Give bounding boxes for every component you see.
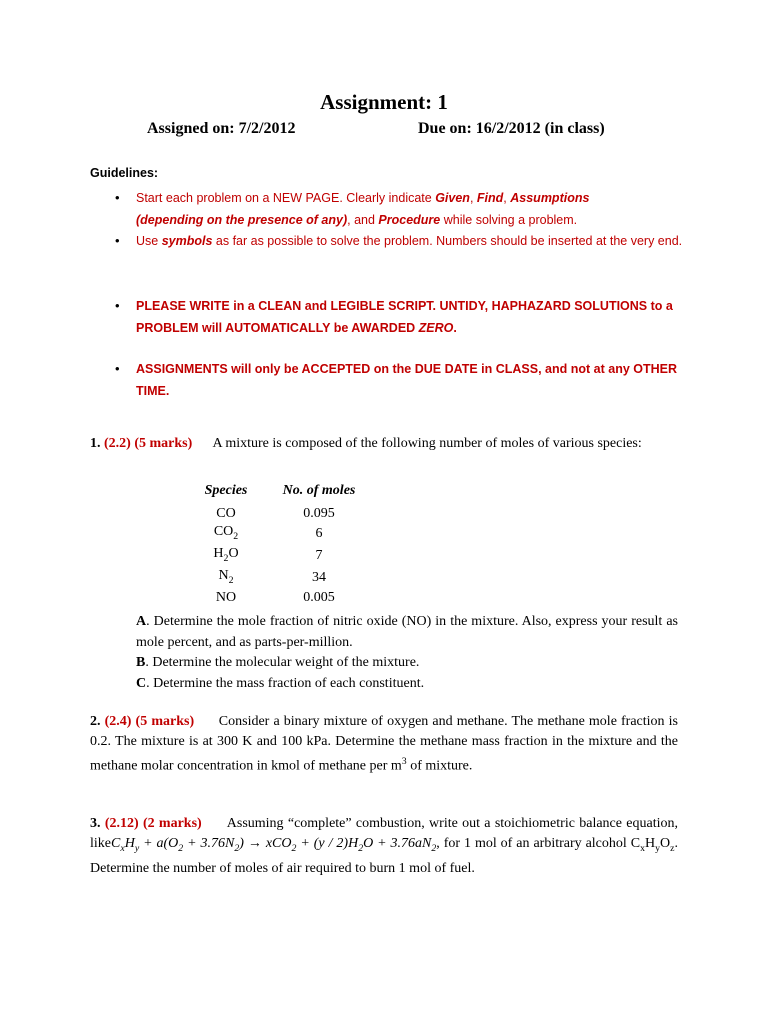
assigned-date: Assigned on: 7/2/2012 xyxy=(147,120,296,137)
question-text: Assuming “complete” combustion, write out a stoichiometric balance equation, like xyxy=(90,816,678,851)
separator: , xyxy=(469,191,477,205)
species-name-tail: O xyxy=(228,545,239,561)
bullet-icon: • xyxy=(115,233,120,248)
guideline-text xyxy=(136,187,706,231)
bullet-icon: • xyxy=(115,298,120,313)
column-header-species: Species xyxy=(204,483,248,498)
question-number: 1. xyxy=(90,436,101,451)
question-text: , for 1 mol of an arbitrary alcohol C xyxy=(436,836,641,851)
species-subscript: 2 xyxy=(233,530,239,542)
guideline-text xyxy=(136,230,706,252)
guidelines-heading: Guidelines: xyxy=(90,166,159,180)
question-marks: (2.2) (5 marks) xyxy=(104,436,193,451)
guideline-depending: (depending on the presence of any) xyxy=(136,213,348,227)
species-name: NO xyxy=(215,590,237,606)
species-name: H xyxy=(213,545,224,561)
column-gap xyxy=(257,545,281,567)
species-cell xyxy=(195,589,257,607)
guideline-item-3 xyxy=(115,295,715,341)
moles-cell: 0.005 xyxy=(303,590,335,606)
table-row xyxy=(195,545,357,567)
question-marks: (2.12) (2 marks) xyxy=(104,816,202,831)
question-3: 3. (2.12) (2 marks) Assuming “complete” combustion, write out a stoichiometric balance equation, $likeC_xH_y + a(O_2 + 3.76N_2) \to xCO_2 + (y / 2)H_2O + 3.76aN_2$, for 1 mol of an arbitrary alcohol $C_xH_yO_z$. Determine the number of moles of air required to burn 1 mol of fuel. xyxy=(90,816,678,876)
part-text: . Determine the mole fraction of nitric oxide (NO) in the mixture. Also, express your result as mole percent, and as parts-per-million. xyxy=(136,614,678,650)
column-gap xyxy=(257,589,281,607)
moles-cell: 34 xyxy=(312,570,326,586)
guideline-item-2 xyxy=(115,230,715,276)
part-label: B xyxy=(136,655,146,670)
bullet-icon: • xyxy=(115,361,120,376)
table-row xyxy=(195,589,357,607)
column-gap xyxy=(257,505,281,523)
guideline-text-part: PLEASE WRITE in a CLEAN and LEGIBLE SCRIPT. UNTIDY, HAPHAZARD SOLUTIONS to a PROBLEM will AUTOMATICALLY be AWARDED xyxy=(136,299,673,335)
column-gap xyxy=(257,523,281,545)
moles-cell: 7 xyxy=(315,548,323,564)
species-cell xyxy=(195,545,257,567)
question-text: Consider a binary mixture of oxygen and methane. The methane mole fraction is 0.2. The mixture is at 300 K and 100 kPa. Determine the methane mass fraction in the mixture and the methane molar concentration in kmol of methane per m xyxy=(90,714,679,774)
column-gap xyxy=(257,567,281,589)
assignment-title: Assignment: 1 xyxy=(320,90,448,114)
guideline-item-4 xyxy=(115,358,715,404)
part-label: C xyxy=(136,675,147,691)
question-1 xyxy=(90,434,678,454)
due-date: Due on: 16/2/2012 (in class) xyxy=(418,120,605,137)
question-marks: (2.4) (5 marks) xyxy=(104,714,195,729)
guideline-text xyxy=(136,295,706,339)
guideline-procedure: Procedure xyxy=(378,213,441,227)
question-text-tail: of mixture. xyxy=(406,758,473,774)
part-text: . Determine the molecular weight of the mixture. xyxy=(145,655,420,670)
guideline-text-part: Start each problem on a NEW PAGE. Clearly indicate xyxy=(136,191,436,205)
guideline-text-part: as far as possible to solve the problem. Numbers should be inserted at the very end. xyxy=(212,234,683,248)
species-cell xyxy=(195,523,257,545)
guideline-item-1 xyxy=(115,187,715,233)
stoichiometric-equation: $C_xH_y + a(O_2 + 3.76N_2) \to xCO_2 + (y / 2)H_2O + 3.76aN_2$ xyxy=(111,836,437,854)
species-name: CO xyxy=(213,523,234,539)
species-subscript: 2 xyxy=(228,574,234,586)
guideline-symbols: symbols xyxy=(161,234,213,248)
guideline-find: Find xyxy=(476,191,504,205)
guideline-text: ASSIGNMENTS will only be ACCEPTED on the DUE DATE in CLASS, and not at any OTHER TIME. xyxy=(136,362,678,398)
question-number: 2. xyxy=(90,714,101,729)
species-name: N xyxy=(218,568,229,584)
species-subscript: 2 xyxy=(223,552,229,564)
species-cell xyxy=(195,567,257,589)
bullet-icon: • xyxy=(115,190,120,205)
species-cell xyxy=(195,505,257,523)
superscript: 3 xyxy=(401,756,407,767)
column-gap xyxy=(257,483,281,505)
part-text: . Determine the mass fraction of each constituent. xyxy=(146,675,425,691)
guideline-text-part: Use xyxy=(136,234,162,248)
table-row xyxy=(195,567,357,589)
separator: , and xyxy=(347,213,379,227)
part-b xyxy=(136,653,678,674)
part-a xyxy=(136,612,678,653)
table-row xyxy=(195,505,357,523)
species-table xyxy=(195,483,357,607)
guideline-assumptions: Assumptions xyxy=(510,191,590,205)
guideline-given: Given xyxy=(435,191,470,205)
question-1-parts xyxy=(136,612,678,694)
guideline-text-part: . xyxy=(453,321,457,335)
guideline-text-part: while solving a problem. xyxy=(440,213,578,227)
table-row xyxy=(195,523,357,545)
question-2 xyxy=(90,712,678,777)
species-name: CO xyxy=(216,506,236,521)
part-c xyxy=(136,674,678,695)
question-number: 3. xyxy=(90,816,101,831)
moles-cell: 6 xyxy=(315,525,323,541)
guideline-zero: ZERO xyxy=(418,321,454,335)
part-label: A xyxy=(136,614,147,629)
question-text: . Determine the number of moles of air required to burn 1 mol of fuel. xyxy=(90,836,678,876)
moles-cell: 0.095 xyxy=(303,506,335,521)
question-text: A mixture is composed of the following number of moles of various species: xyxy=(212,436,642,451)
separator: , xyxy=(503,191,511,205)
column-header-moles: No. of moles xyxy=(282,483,356,498)
